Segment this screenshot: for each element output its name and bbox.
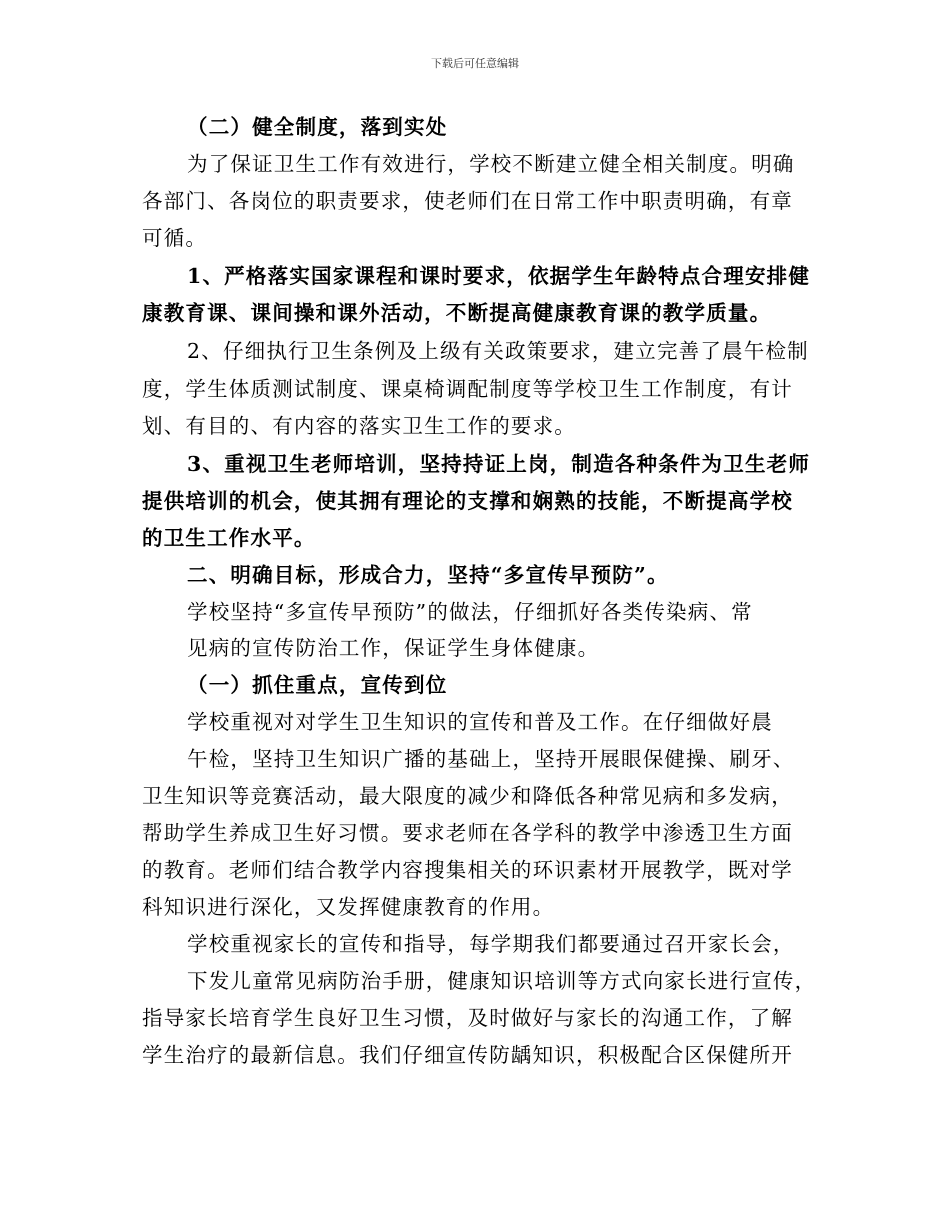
- section-heading: （一）抓住重点，宣传到位: [187, 673, 448, 697]
- header-note: 下载后可任意编辑: [431, 57, 519, 70]
- paragraph-line: 2、仔细执行卫生条例及上级有关政策要求，建立完善了晨午检制: [187, 339, 809, 363]
- paragraph-line: 可循。: [142, 226, 208, 250]
- paragraph-line: 学校重视对对学生卫生知识的宣传和普及工作。在仔细做好晨: [187, 710, 773, 734]
- paragraph-line: 帮助学生养成卫生好习惯。要求老师在各学科的教学中渗透卫生方面: [142, 821, 793, 845]
- paragraph-line: 为了保证卫生工作有效进行，学校不断建立健全相关制度。明确: [187, 152, 795, 176]
- paragraph-line: 指导家长培育学生良好卫生习惯，及时做好与家长的沟通工作，了解: [142, 1006, 793, 1030]
- paragraph-line: 划、有目的、有内容的落实卫生工作的要求。: [142, 414, 576, 438]
- paragraph-line: 1、严格落实国家课程和课时要求，依据学生年龄特点合理安排健: [187, 264, 811, 288]
- paragraph-line: 度，学生体质测试制度、课桌椅调配制度等学校卫生工作制度，有计: [142, 377, 793, 401]
- paragraph-line: 提供培训的机会，使其拥有理论的支撑和娴熟的技能，不断提高学校: [142, 489, 793, 513]
- paragraph-line: 科知识进行深化，又发挥健康教育的作用。: [142, 895, 555, 919]
- paragraph-line: 学校坚持“多宣传早预防”的做法，仔细抓好各类传染病、常: [187, 600, 753, 624]
- paragraph-line: 的卫生工作水平。: [142, 526, 316, 550]
- paragraph-line: 见病的宣传防治工作，保证学生身体健康。: [187, 636, 600, 660]
- section-heading: （二）健全制度，落到实处: [187, 115, 448, 139]
- paragraph-line: 3、重视卫生老师培训，坚持持证上岗，制造各种条件为卫生老师: [187, 452, 811, 476]
- section-heading: 二、明确目标，形成合力，坚持“多宣传早预防”。: [187, 563, 669, 587]
- paragraph-line: 的教育。老师们结合教学内容搜集相关的环识素材开展教学，既对学: [142, 858, 793, 882]
- paragraph-line: 下发儿童常见病防治手册，健康知识培训等方式向家长进行宣传，: [187, 969, 817, 993]
- paragraph-line: 各部门、各岗位的职责要求，使老师们在日常工作中职责明确，有章: [142, 189, 793, 213]
- paragraph-line: 学校重视家长的宣传和指导，每学期我们都要通过召开家长会，: [187, 932, 795, 956]
- paragraph-line: 康教育课、课间操和课外活动，不断提高健康教育课的教学质量。: [142, 301, 772, 325]
- paragraph-line: 卫生知识等竞赛活动，最大限度的减少和降低各种常见病和多发病，: [142, 784, 793, 808]
- paragraph-line: 午检，坚持卫生知识广播的基础上，坚持开展眼保健操、刷牙、: [187, 747, 795, 771]
- paragraph-line: 学生治疗的最新信息。我们仔细宣传防龋知识，积极配合区保健所开: [142, 1043, 793, 1067]
